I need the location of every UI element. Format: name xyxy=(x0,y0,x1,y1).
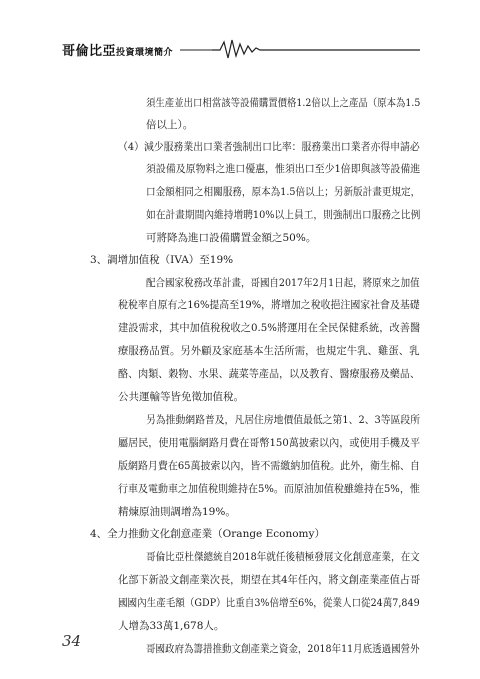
page-number: 34 xyxy=(62,632,82,650)
body-line: 哥國政府為籌措推動文創產業之資金，2018年11月底透過國營外 xyxy=(146,643,420,655)
body-line: 另為推動網路普及，凡居住房地價值最低之第1、2、3等區段所 xyxy=(146,414,421,426)
body-line: 公共運輸等皆免徵加值稅。 xyxy=(118,391,244,403)
body-line: 版網路月費在65萬披索以內，皆不需繳納加值稅。此外，衛生棉、自 xyxy=(118,460,420,472)
body-line: 國國內生產毛額（GDP）比重自3%倍增至6%，從業人口從24萬7,849 xyxy=(118,597,420,609)
body-line: 人增為33萬1,678人。 xyxy=(118,620,225,632)
body-line: 可將降為進口設備購置金額之50%。 xyxy=(146,232,317,244)
header-title-main: 哥倫比亞 xyxy=(62,44,117,59)
body-line: 口金額相同之相關服務，原本為1.5倍以上；另新版計畫更規定， xyxy=(146,186,421,198)
header-title-sub: 投資環境簡介 xyxy=(116,48,174,58)
body-line: 建設需求，其中加值稅稅收之0.5%將運用在全民保健系統，改善醫 xyxy=(118,322,421,334)
body-line: 稅稅率自原有之16%提高至19%，將增加之稅收挹注國家社會及基礎 xyxy=(118,299,420,311)
body-line: 行車及電動車之加值稅則維持在5%。而原油加值稅雖維持在5%，惟 xyxy=(118,483,420,495)
body-line: 哥倫比亞杜傑總統自2018年就任後積極發展文化創意產業，在文 xyxy=(146,551,420,563)
body-line: 精煉原油則調增為19%。 xyxy=(118,506,236,518)
body-line: 須生產並出口相當該等設備購置價格1.2倍以上之產品（原本為1.5 xyxy=(146,97,421,109)
body-line: 倍以上）。 xyxy=(146,119,194,131)
section-heading: 4、全力推動文化創意產業（Orange Economy） xyxy=(90,528,325,540)
body-line: 如在計畫期間內維持增聘10%以上員工，則強制出口服務之比例 xyxy=(146,209,421,221)
body-line: 屬居民，使用電腦網路月費在哥幣150萬披索以內，或使用手機及平 xyxy=(118,437,421,449)
body-line: （4）減少服務業出口業者強制出口比率：服務業出口業者亦得申請必 xyxy=(118,141,420,153)
body-line: 化部下新設文創產業次長，期望在其4年任內，將文創產業產值占哥 xyxy=(118,574,421,586)
section-heading: 3、調增加值稅（IVA）至19% xyxy=(90,254,234,266)
body-line: 酪、肉類、穀物、水果、蔬菜等產品，以及教育、醫療服務及藥品、 xyxy=(118,368,420,380)
header-title xyxy=(62,40,173,59)
body-line: 須設備及原物料之進口優惠，惟須出口至少1倍即與該等設備進 xyxy=(146,163,421,175)
running-header xyxy=(62,38,420,60)
body-line: 療服務品質。另外顧及家庭基本生活所需，也規定牛乳、雞蛋、乳 xyxy=(118,345,420,357)
body-line: 配合國家稅務改革計畫，哥國自2017年2月1日起，將原來之加值 xyxy=(146,277,420,289)
